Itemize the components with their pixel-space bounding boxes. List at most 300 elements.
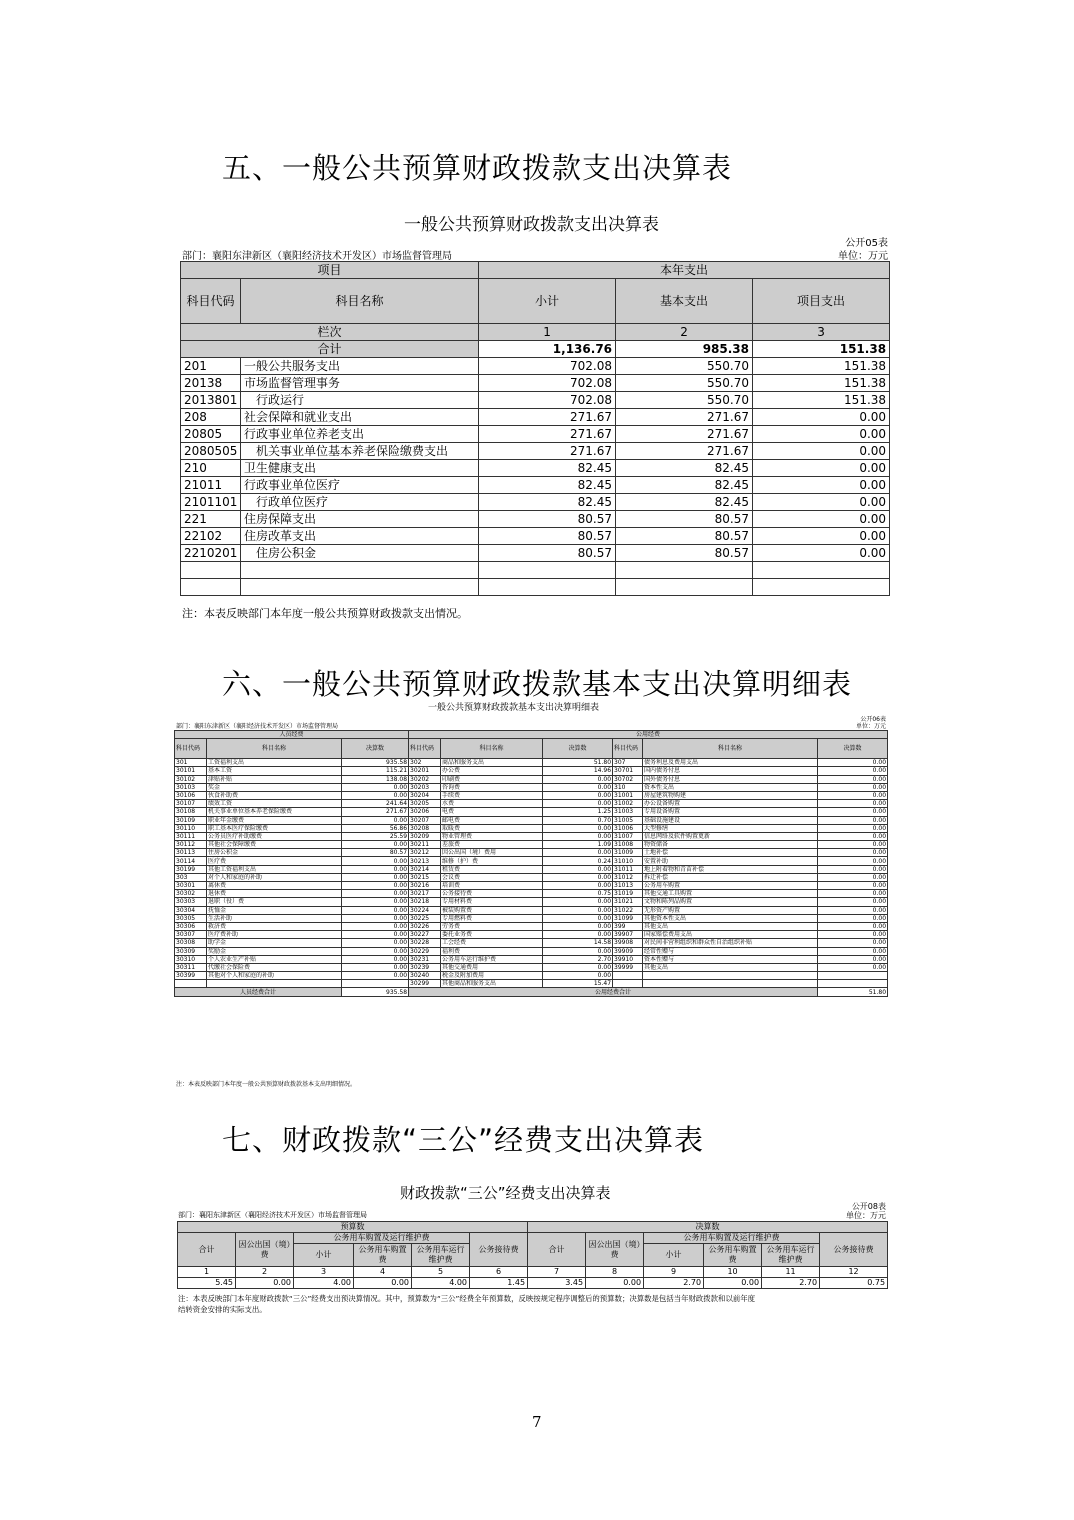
subject-name: 职业年金缴费	[207, 816, 342, 824]
subject-name: 国外债务付息	[643, 775, 818, 783]
amount: 0.00	[342, 841, 409, 849]
subject-name: 对民间非营利组织和群众性自治组织补贴	[643, 939, 818, 947]
table5-note: 注：本表反映部门本年度一般公共预算财政拨款支出情况。	[182, 607, 468, 620]
table5-title: 一般公共预算财政拨款支出决算表	[404, 215, 659, 235]
table-row	[175, 857, 888, 865]
table7-note-line2: 结转资金安排的实际支出。	[178, 1305, 267, 1314]
subject-code: 210	[181, 460, 241, 477]
amount: 0.00	[342, 972, 409, 980]
amount: 0.00	[818, 808, 888, 816]
table7-dept: 部门：襄阳东津新区（襄阳经济技术开发区）市场监督管理局	[178, 1211, 367, 1219]
subject-code: 30225	[409, 914, 441, 922]
t5-col-1: 1	[479, 324, 616, 341]
table-row	[175, 898, 888, 906]
subject-name	[207, 980, 342, 988]
amount-subtotal: 82.45	[479, 494, 616, 511]
subject-code: 30240	[409, 972, 441, 980]
subject-code: 31022	[613, 906, 643, 914]
page-number: 7	[532, 1413, 542, 1431]
subject-code: 22102	[181, 528, 241, 545]
subject-code: 221	[181, 511, 241, 528]
table-row	[175, 841, 888, 849]
subject-name: 伙食补助费	[207, 791, 342, 799]
amount: 0.00	[704, 1278, 762, 1289]
amount: 0.00	[818, 882, 888, 890]
amount: 1.45	[470, 1278, 528, 1289]
table7-unit: 单位：万元	[846, 1211, 886, 1220]
amount-project: 0.00	[753, 528, 890, 545]
subject-code: 30214	[409, 865, 441, 873]
table-row	[175, 914, 888, 922]
amount: 0.00	[543, 931, 613, 939]
column-number: 10	[704, 1267, 762, 1278]
subject-code: 30213	[409, 857, 441, 865]
subject-name: 住房保障支出	[241, 511, 479, 528]
subject-name: 对个人和家庭的补助	[207, 873, 342, 881]
subject-name: 工会经费	[441, 939, 543, 947]
subject-code: 2080505	[181, 443, 241, 460]
t7-h-recv-b: 公务接待费	[820, 1233, 888, 1267]
table-row	[175, 906, 888, 914]
subject-code: 20805	[181, 426, 241, 443]
subject-name: 经常性赠与	[643, 947, 818, 955]
subject-code: 30311	[175, 963, 207, 971]
subject-name: 一般公共服务支出	[241, 358, 479, 375]
subject-code: 30202	[409, 775, 441, 783]
subject-name: 行政事业单位养老支出	[241, 426, 479, 443]
amount: 2.70	[762, 1278, 820, 1289]
amount-project: 0.00	[753, 511, 890, 528]
amount	[342, 980, 409, 988]
amount: 935.58	[342, 759, 409, 767]
subject-name: 公务接待费	[441, 890, 543, 898]
amount-basic: 82.45	[616, 494, 753, 511]
table-row	[181, 443, 890, 460]
amount-basic: 550.70	[616, 375, 753, 392]
amount-subtotal: 80.57	[479, 545, 616, 562]
amount: 0.00	[342, 898, 409, 906]
subject-code: 31019	[613, 890, 643, 898]
empty-cell	[616, 562, 753, 579]
subject-code: 30199	[175, 865, 207, 873]
subject-code: 30239	[409, 963, 441, 971]
subject-code: 30308	[175, 939, 207, 947]
table6-note: 注：本表反映部门本年度一般公共预算财政拨款基本支出明细情况。	[176, 1081, 357, 1088]
subject-code: 30201	[409, 767, 441, 775]
amount: 2.70	[644, 1278, 704, 1289]
amount: 56.86	[342, 824, 409, 832]
amount: 0.00	[543, 783, 613, 791]
amount: 0.00	[543, 947, 613, 955]
amount	[818, 972, 888, 980]
subject-code: 30304	[175, 906, 207, 914]
subject-code: 310	[613, 783, 643, 791]
t6-header-code-b: 科目代码	[409, 739, 441, 759]
subject-name: 机关事业单位基本养老保险缴费支出	[241, 443, 479, 460]
table7	[177, 1221, 888, 1289]
subject-name: 住房公积金	[207, 849, 342, 857]
subject-name: 资本性赠与	[643, 955, 818, 963]
subject-name: 绩效工资	[207, 800, 342, 808]
subject-code: 30114	[175, 857, 207, 865]
subject-name: 安置补助	[643, 857, 818, 865]
amount: 0.00	[543, 873, 613, 881]
subject-name: 其他商品和服务支出	[441, 980, 543, 988]
subject-name: 水费	[441, 800, 543, 808]
table-row	[175, 832, 888, 840]
subject-name: 其他支出	[643, 963, 818, 971]
amount-project: 0.00	[753, 494, 890, 511]
t7-h-run-b: 公务用车运行维护费	[762, 1244, 820, 1267]
subject-name: 商品和服务支出	[441, 759, 543, 767]
subject-name: 生活补助	[207, 914, 342, 922]
subject-code: 30107	[175, 800, 207, 808]
section5-heading: 五、一般公共预算财政拨款支出决算表	[222, 151, 733, 185]
subject-name: 取暖费	[441, 824, 543, 832]
subject-code: 39909	[613, 947, 643, 955]
amount: 0.00	[818, 947, 888, 955]
amount: 4.00	[294, 1278, 354, 1289]
subject-name: 行政单位医疗	[241, 494, 479, 511]
subject-code: 30217	[409, 890, 441, 898]
subject-name	[643, 980, 818, 988]
subject-code: 302	[409, 759, 441, 767]
subject-name: 手续费	[441, 791, 543, 799]
public-total: 51.80	[818, 988, 888, 996]
subject-code: 30218	[409, 898, 441, 906]
subject-name: 印刷费	[441, 775, 543, 783]
column-number: 6	[470, 1267, 528, 1278]
amount-basic: 82.45	[616, 460, 753, 477]
amount: 0.00	[818, 865, 888, 873]
subject-name: 文物和陈列品购置	[643, 898, 818, 906]
subject-code: 30206	[409, 808, 441, 816]
amount: 0.00	[818, 939, 888, 947]
amount-subtotal: 82.45	[479, 477, 616, 494]
subject-name: 租赁费	[441, 865, 543, 873]
empty-cell	[479, 562, 616, 579]
table-row	[175, 980, 888, 988]
amount: 0.00	[543, 882, 613, 890]
subject-code: 31021	[613, 898, 643, 906]
amount: 0.00	[818, 832, 888, 840]
subject-name: 信息网络及软件购置更新	[643, 832, 818, 840]
column-number: 8	[586, 1267, 644, 1278]
table-row	[175, 865, 888, 873]
amount: 0.00	[818, 841, 888, 849]
table5-unit: 单位：万元	[838, 251, 888, 262]
amount-subtotal: 702.08	[479, 375, 616, 392]
amount: 0.00	[342, 857, 409, 865]
subject-code: 307	[613, 759, 643, 767]
subject-name: 劳务费	[441, 922, 543, 930]
subject-name: 公务员医疗补助缴费	[207, 832, 342, 840]
subject-name: 个人农业生产补贴	[207, 955, 342, 963]
table-row	[175, 947, 888, 955]
subject-code: 39910	[613, 955, 643, 963]
amount: 0.00	[818, 800, 888, 808]
amount: 1.25	[543, 808, 613, 816]
subject-code: 303	[175, 873, 207, 881]
t5-header-basic: 基本支出	[616, 279, 753, 324]
subject-code: 30208	[409, 824, 441, 832]
subject-name: 医疗费补助	[207, 931, 342, 939]
amount: 0.00	[342, 873, 409, 881]
amount: 241.64	[342, 800, 409, 808]
subject-name: 住房改革支出	[241, 528, 479, 545]
subject-name: 公务用车购置	[643, 882, 818, 890]
amount: 0.00	[342, 816, 409, 824]
subject-name: 其他资本性支出	[643, 914, 818, 922]
subject-name: 房屋建筑物购建	[643, 791, 818, 799]
t6-header-amt-b: 决算数	[543, 739, 613, 759]
t5-col-label: 栏次	[181, 324, 479, 341]
amount-project: 0.00	[753, 460, 890, 477]
subject-code: 39907	[613, 931, 643, 939]
amount-basic: 80.57	[616, 545, 753, 562]
t6-header-code-a: 科目代码	[175, 739, 207, 759]
amount: 4.00	[412, 1278, 470, 1289]
table-row	[181, 375, 890, 392]
t7-h-buy-b: 公务用车购置费	[704, 1244, 762, 1267]
amount-project: 0.00	[753, 477, 890, 494]
amount-basic: 271.67	[616, 426, 753, 443]
column-number: 7	[528, 1267, 586, 1278]
amount-subtotal: 271.67	[479, 409, 616, 426]
amount-basic: 80.57	[616, 511, 753, 528]
amount: 2.70	[543, 955, 613, 963]
subject-name: 抚恤金	[207, 906, 342, 914]
subject-code: 31003	[613, 808, 643, 816]
subject-name: 津贴补贴	[207, 775, 342, 783]
amount-project: 151.38	[753, 358, 890, 375]
table-row	[175, 882, 888, 890]
t6-header-code-c: 科目代码	[613, 739, 643, 759]
amount: 0.00	[342, 906, 409, 914]
subject-code: 30226	[409, 922, 441, 930]
table7-form-no: 公开08表	[851, 1202, 886, 1211]
amount: 5.45	[178, 1278, 236, 1289]
empty-cell	[753, 562, 890, 579]
t7-header-final: 决算数	[528, 1222, 888, 1233]
amount-project: 151.38	[753, 375, 890, 392]
t7-h-abroad-a: 因公出国（境）费	[236, 1233, 294, 1267]
subject-code: 399	[613, 922, 643, 930]
t5-header-code: 科目代码	[181, 279, 241, 324]
subject-name: 维修（护）费	[441, 857, 543, 865]
amount: 0.00	[818, 873, 888, 881]
subject-code: 301	[175, 759, 207, 767]
amount-subtotal: 80.57	[479, 528, 616, 545]
amount: 0.00	[818, 963, 888, 971]
table6	[174, 730, 888, 997]
subject-name: 奖励金	[207, 947, 342, 955]
subject-name: 机关事业单位基本养老保险缴费	[207, 808, 342, 816]
amount: 0.00	[818, 914, 888, 922]
empty-cell	[616, 579, 753, 596]
amount: 51.80	[543, 759, 613, 767]
amount: 0.00	[543, 898, 613, 906]
amount-subtotal: 82.45	[479, 460, 616, 477]
table-row	[175, 922, 888, 930]
subject-code: 30306	[175, 922, 207, 930]
amount: 0.00	[342, 791, 409, 799]
table7-note-line1: 注：本表反映部门本年度财政拨款“三公”经费支出预决算情况。其中，预算数为“三公”经费全年预算数，反映按规定程序调整后的预算数；决算数是包括当年财政拨款和以前年度	[178, 1294, 756, 1303]
t7-h-sub-a: 小计	[294, 1244, 354, 1267]
amount-basic: 80.57	[616, 528, 753, 545]
table-row	[181, 477, 890, 494]
amount: 15.47	[543, 980, 613, 988]
table-row	[175, 939, 888, 947]
amount: 0.00	[543, 800, 613, 808]
subject-name: 福利费	[441, 947, 543, 955]
t5-total-label: 合计	[181, 341, 479, 358]
totals-row	[175, 988, 888, 996]
subject-code: 30303	[175, 898, 207, 906]
subject-code: 30301	[175, 882, 207, 890]
t7-h-total-b: 合计	[528, 1233, 586, 1267]
amount: 0.00	[543, 775, 613, 783]
subject-code: 30102	[175, 775, 207, 783]
table-row	[175, 816, 888, 824]
column-number: 5	[412, 1267, 470, 1278]
t7-header-budget: 预算数	[178, 1222, 528, 1233]
amount: 25.59	[342, 832, 409, 840]
subject-code: 30231	[409, 955, 441, 963]
t5-header-item: 项目	[181, 262, 479, 279]
table6-unit: 单位：万元	[855, 723, 886, 730]
table-row	[175, 791, 888, 799]
subject-code: 39999	[613, 963, 643, 971]
subject-code	[613, 980, 643, 988]
subject-name: 培训费	[441, 882, 543, 890]
subject-name: 债务利息及费用支出	[643, 759, 818, 767]
amount: 0.00	[818, 906, 888, 914]
subject-name: 土地补偿	[643, 849, 818, 857]
subject-code: 31099	[613, 914, 643, 922]
subject-name: 其他支出	[643, 922, 818, 930]
amount: 80.57	[342, 849, 409, 857]
column-number: 1	[178, 1267, 236, 1278]
table5-form-no: 公开05表	[845, 238, 888, 249]
amount: 0.00	[342, 865, 409, 873]
subject-name: 邮电费	[441, 816, 543, 824]
amount: 0.00	[818, 898, 888, 906]
table-row	[181, 460, 890, 477]
subject-code: 30109	[175, 816, 207, 824]
subject-code: 31005	[613, 816, 643, 824]
subject-code	[175, 980, 207, 988]
amount: 0.00	[818, 849, 888, 857]
amount: 0.00	[543, 972, 613, 980]
subject-code: 30211	[409, 841, 441, 849]
table-row	[175, 931, 888, 939]
subject-code: 30111	[175, 832, 207, 840]
amount-project: 151.38	[753, 392, 890, 409]
t6-header-name-c: 科目名称	[643, 739, 818, 759]
empty-cell	[241, 562, 479, 579]
subject-name: 办公设备购置	[643, 800, 818, 808]
subject-name: 行政事业单位医疗	[241, 477, 479, 494]
amount: 0.00	[543, 791, 613, 799]
amount: 0.00	[818, 775, 888, 783]
amount: 0.75	[820, 1278, 888, 1289]
subject-code: 30399	[175, 972, 207, 980]
amount: 0.00	[586, 1278, 644, 1289]
subject-code: 30205	[409, 800, 441, 808]
amount: 0.00	[818, 767, 888, 775]
amount: 3.45	[528, 1278, 586, 1289]
amount-subtotal: 702.08	[479, 392, 616, 409]
amount: 115.21	[342, 767, 409, 775]
table-row	[175, 783, 888, 791]
subject-name: 无形资产购置	[643, 906, 818, 914]
subject-name: 专用燃料费	[441, 914, 543, 922]
t7-h-sub-b: 小计	[644, 1244, 704, 1267]
t5-col-2: 2	[616, 324, 753, 341]
subject-name: 助学金	[207, 939, 342, 947]
subject-code: 30110	[175, 824, 207, 832]
table-row	[181, 545, 890, 562]
empty-cell	[181, 562, 241, 579]
subject-code: 30302	[175, 890, 207, 898]
subject-code	[613, 972, 643, 980]
subject-name: 基本工资	[207, 767, 342, 775]
t5-col-3: 3	[753, 324, 890, 341]
subject-code: 31007	[613, 832, 643, 840]
subject-name: 奖金	[207, 783, 342, 791]
table-row	[175, 963, 888, 971]
subject-code: 30203	[409, 783, 441, 791]
subject-code: 201	[181, 358, 241, 375]
amount: 0.00	[818, 931, 888, 939]
subject-name: 工资福利支出	[207, 759, 342, 767]
table-row	[175, 767, 888, 775]
t5-total-project: 151.38	[753, 341, 890, 358]
subject-code: 30212	[409, 849, 441, 857]
subject-code: 30229	[409, 947, 441, 955]
subject-name: 物业管理费	[441, 832, 543, 840]
subject-name: 退休费	[207, 890, 342, 898]
empty-row	[181, 579, 890, 596]
amount: 0.00	[818, 791, 888, 799]
amount-basic: 550.70	[616, 358, 753, 375]
table6-dept: 部门：襄阳东津新区（襄阳经济技术开发区）市场监督管理局	[176, 723, 339, 730]
table5	[180, 261, 890, 596]
amount: 0.00	[818, 824, 888, 832]
subject-code: 30216	[409, 882, 441, 890]
table-row	[175, 824, 888, 832]
amount: 14.96	[543, 767, 613, 775]
table-row	[181, 528, 890, 545]
subject-name: 地上附着物和青苗补偿	[643, 865, 818, 873]
subject-code: 31006	[613, 824, 643, 832]
column-number: 2	[236, 1267, 294, 1278]
t5-header-project: 项目支出	[753, 279, 890, 324]
amount: 0.00	[342, 882, 409, 890]
table6-form-no: 公开06表	[860, 716, 886, 723]
subject-code: 30209	[409, 832, 441, 840]
subject-name: 代缴社会保险费	[207, 963, 342, 971]
subject-name: 医疗费	[207, 857, 342, 865]
table-row	[181, 358, 890, 375]
amount: 0.00	[342, 783, 409, 791]
subject-name	[643, 972, 818, 980]
subject-name: 退职（役）费	[207, 898, 342, 906]
subject-name: 职工基本医疗保险缴费	[207, 824, 342, 832]
subject-name: 专用设备购置	[643, 808, 818, 816]
amount: 0.00	[342, 939, 409, 947]
